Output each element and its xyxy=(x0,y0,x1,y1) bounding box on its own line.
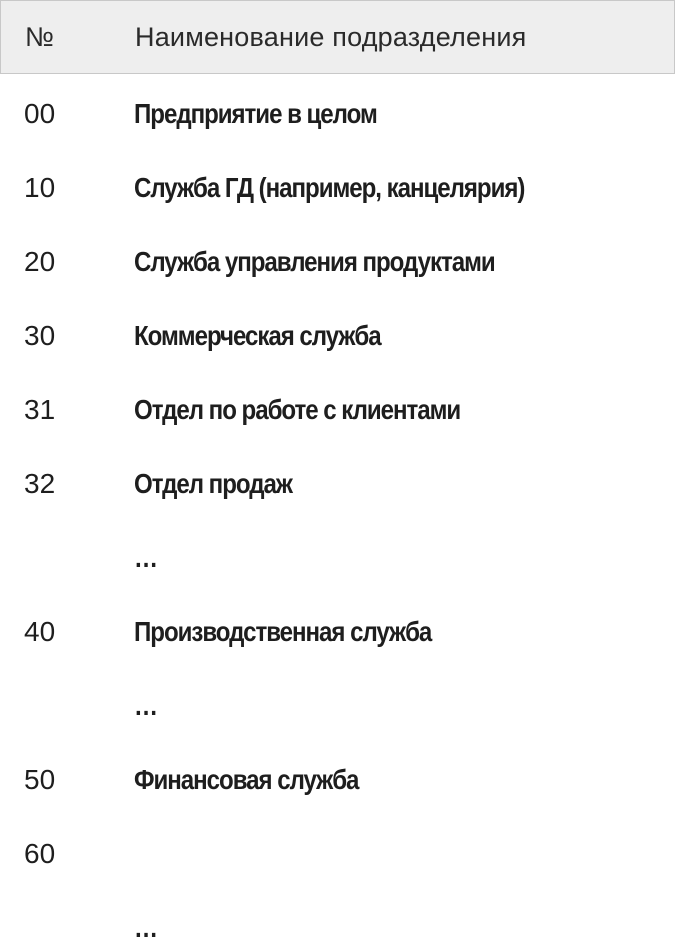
row-department-name: Отдел продаж xyxy=(134,468,292,499)
table-header xyxy=(0,0,675,74)
table-row xyxy=(0,686,677,726)
table-row xyxy=(0,168,677,208)
row-number: 10 xyxy=(24,172,56,203)
row-department-name: Отдел по работе с клиентами xyxy=(134,394,461,425)
row-department-name: Служба управления продуктами xyxy=(134,246,495,277)
table-row xyxy=(0,538,677,578)
table-row xyxy=(0,760,677,800)
table-row xyxy=(0,908,677,948)
row-number: 60 xyxy=(24,838,56,869)
table-row xyxy=(0,316,677,356)
row-department-name: Предприятие в целом xyxy=(134,98,377,129)
row-ellipsis: … xyxy=(134,912,160,943)
row-number: 50 xyxy=(24,764,56,795)
row-department-name: Коммерческая служба xyxy=(134,320,381,351)
row-number: 30 xyxy=(24,320,56,351)
row-department-name: Производственная служба xyxy=(134,616,432,647)
row-department-name: Финансовая служба xyxy=(134,764,359,795)
table-row xyxy=(0,242,677,282)
header-department-name: Наименование подразделения xyxy=(135,22,527,52)
table-row xyxy=(0,390,677,430)
table-row xyxy=(0,612,677,652)
table-row xyxy=(0,464,677,504)
row-number: 40 xyxy=(24,616,56,647)
row-number: 31 xyxy=(24,394,56,425)
header-number: № xyxy=(25,22,55,52)
table-row xyxy=(0,94,677,134)
row-department-name: Служба ГД (например, канцелярия) xyxy=(134,172,525,203)
row-number: 32 xyxy=(24,468,56,499)
table-row xyxy=(0,834,677,874)
row-ellipsis: … xyxy=(134,690,160,721)
row-ellipsis: … xyxy=(134,542,160,573)
row-number: 20 xyxy=(24,246,56,277)
row-number: 00 xyxy=(24,98,56,129)
